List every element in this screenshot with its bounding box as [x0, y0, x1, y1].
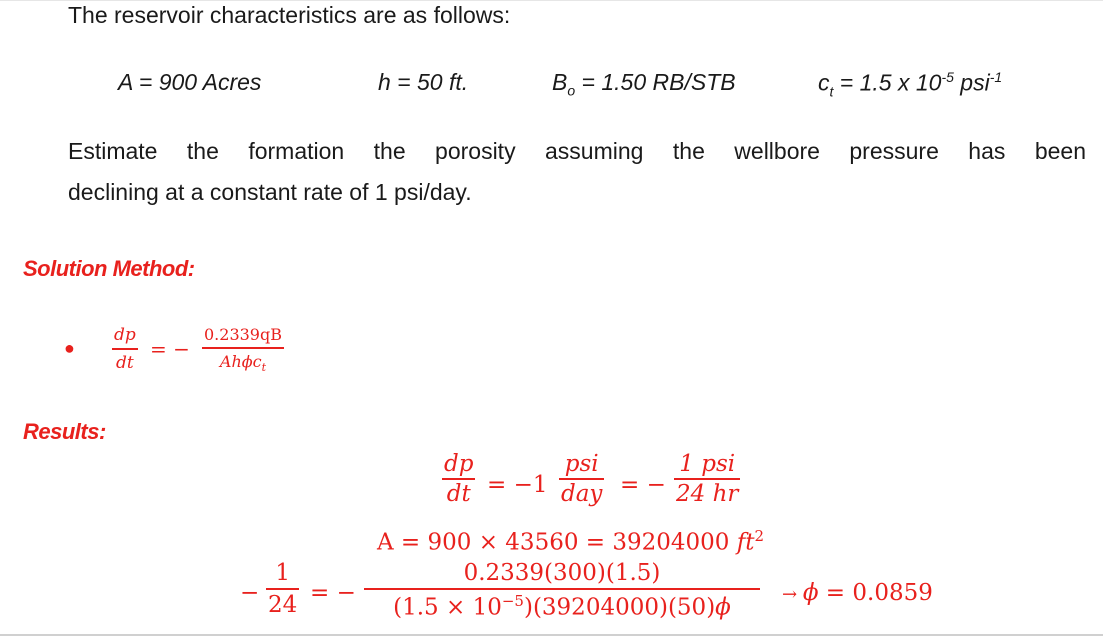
bo-value: = 1.50 RB/STB [575, 69, 736, 95]
result-phi-symbol: ϕ [802, 580, 819, 606]
result-one-24-bar [266, 588, 299, 590]
top-rule [0, 0, 1103, 1]
result-psi-day-bar [559, 478, 604, 480]
solution-rhs-num: 0.2339qB [204, 325, 282, 344]
result-dpdt-bar [442, 478, 475, 480]
question-line-1: Estimate the formation the porosity assuming the wellbore pressure has been [68, 138, 1086, 164]
results-heading: Results: [23, 419, 106, 444]
result-equals-minus: = − [620, 472, 666, 498]
result-dpdt-fraction [442, 451, 475, 507]
result-1psi-num: 1 psi [679, 451, 736, 477]
solution-lhs-fraction [112, 325, 138, 373]
solution-bullet: ● [64, 338, 75, 358]
solution-rhs-den-sub: t [261, 361, 267, 375]
ct-symbol: c [818, 69, 830, 96]
result-psi-hr-bar [674, 478, 740, 480]
result-porosity-fraction [364, 560, 760, 621]
result-den-exp: −5 [501, 592, 524, 610]
param-bo [552, 69, 736, 99]
solution-rhs-den-main: Ahϕc [219, 352, 262, 371]
result-den-phi: ϕ [715, 594, 731, 621]
solution-rhs-fraction [202, 325, 284, 374]
result-porosity-answer [782, 580, 933, 606]
ct-value: = 1.5 x 10 [833, 69, 942, 96]
result-one-num: 1 [275, 560, 290, 586]
bo-subscript: o [567, 82, 576, 99]
result-dpdt-num: dp [444, 451, 474, 477]
result-one-24-fraction [266, 560, 299, 618]
result-psi-day-fraction [559, 451, 604, 507]
result-den-part-a: (1.5 × 10 [393, 594, 502, 621]
result-24-den: 24 [268, 592, 298, 618]
bo-symbol: B [552, 69, 568, 95]
arrow-icon: → [782, 584, 803, 605]
solution-equals: = − [150, 337, 190, 361]
ct-subscript: t [829, 83, 834, 100]
result-24hr-den: 24 hr [676, 481, 739, 507]
result-psi-num: psi [564, 451, 599, 477]
result-day-den: day [561, 481, 603, 507]
ct-unit: psi [953, 69, 990, 96]
param-thickness: h = 50 ft. [378, 69, 469, 95]
solution-lhs-bar [112, 348, 138, 350]
result-minus-sign: − [240, 580, 260, 606]
result-psi-hr-fraction [674, 451, 740, 507]
result-porosity-num: 0.2339(300)(1.5) [463, 560, 661, 586]
ct-unit-exponent: -1 [989, 69, 1003, 85]
result-porosity-value: = 0.0859 [818, 580, 933, 606]
solution-rhs-den [218, 352, 268, 374]
result-area-unit: ft [736, 529, 755, 556]
result-area-exp: 2 [754, 527, 765, 545]
result-equals-minus-2: = − [310, 580, 356, 606]
solution-rhs-bar [202, 347, 284, 349]
param-ct [818, 69, 1002, 99]
result-porosity-bar [364, 588, 760, 590]
result-den-part-b: )(39204000)(50) [523, 594, 716, 621]
solution-lhs-den: dt [116, 353, 134, 373]
result-porosity-den [391, 592, 733, 621]
solution-lhs-num: dp [114, 325, 136, 345]
result-rate-value: = −1 [487, 472, 548, 498]
ct-exponent: -5 [941, 69, 954, 85]
intro-text: The reservoir characteristics are as follows: [68, 2, 511, 28]
solution-heading: Solution Method: [23, 256, 195, 281]
question-line-2: declining at a constant rate of 1 psi/day. [68, 179, 472, 205]
param-area: A = 900 Acres [118, 69, 262, 95]
result-area-equation [377, 527, 764, 556]
result-area-text: A = 900 × 43560 = 39204000 [377, 529, 737, 556]
result-dpdt-den: dt [446, 481, 471, 507]
